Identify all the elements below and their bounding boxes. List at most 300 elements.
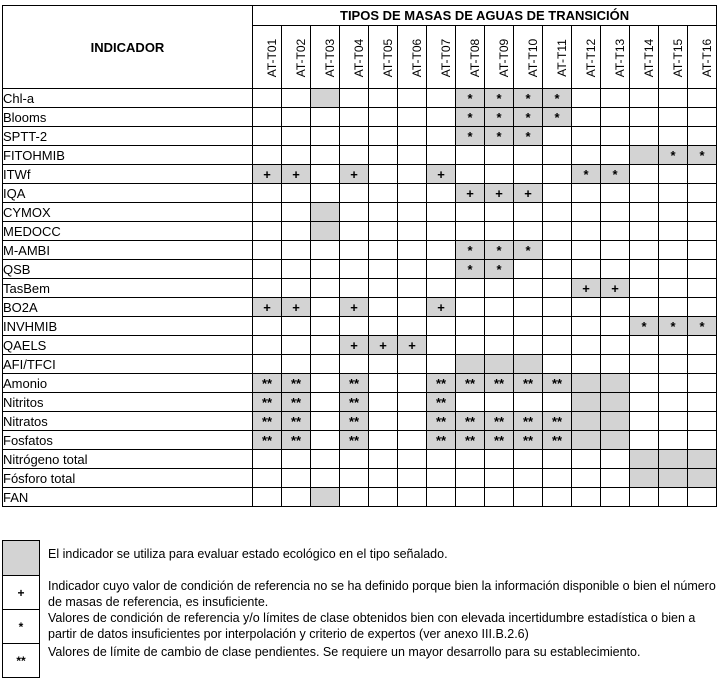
type-header-at-t16 xyxy=(688,26,717,89)
table-cell xyxy=(485,488,514,507)
table-cell xyxy=(311,260,340,279)
table-cell xyxy=(311,488,340,507)
table-cell xyxy=(427,89,456,108)
table-cell xyxy=(688,165,717,184)
table-cell xyxy=(572,393,601,412)
table-cell xyxy=(398,203,427,222)
table-cell xyxy=(659,260,688,279)
table-cell xyxy=(659,165,688,184)
table-cell: * xyxy=(456,241,485,260)
table-cell: ** xyxy=(456,431,485,450)
type-code-label: AT-T14 xyxy=(642,38,657,77)
table-cell xyxy=(253,184,282,203)
table-cell xyxy=(514,469,543,488)
table-cell xyxy=(398,165,427,184)
table-cell xyxy=(514,279,543,298)
table-cell xyxy=(572,222,601,241)
type-code-label: AT-T07 xyxy=(439,38,454,77)
table-cell xyxy=(572,89,601,108)
table-cell xyxy=(311,127,340,146)
table-cell xyxy=(543,127,572,146)
table-cell xyxy=(456,469,485,488)
types-group-header: TIPOS DE MASAS DE AGUAS DE TRANSICIÓN xyxy=(253,6,717,26)
table-cell xyxy=(688,412,717,431)
type-code-label: AT-T15 xyxy=(671,38,686,77)
type-header-at-t05 xyxy=(369,26,398,89)
table-cell xyxy=(514,203,543,222)
legend-item xyxy=(2,540,716,576)
type-header-at-t11 xyxy=(543,26,572,89)
legend-text: Valores de límite de cambio de clase pendientes. Se requiere un mayor desarrollo para su establecimiento. xyxy=(48,645,641,659)
type-code-label: AT-T01 xyxy=(265,38,280,77)
table-cell xyxy=(253,203,282,222)
table-cell: * xyxy=(543,108,572,127)
table-cell xyxy=(369,127,398,146)
table-cell xyxy=(485,222,514,241)
table-cell xyxy=(253,127,282,146)
table-cell xyxy=(282,203,311,222)
legend-symbol xyxy=(2,540,40,576)
table-cell xyxy=(369,108,398,127)
table-cell xyxy=(601,355,630,374)
table-cell xyxy=(543,260,572,279)
table-cell xyxy=(572,450,601,469)
table-cell xyxy=(369,222,398,241)
table-cell xyxy=(427,355,456,374)
type-header-at-t15 xyxy=(659,26,688,89)
table-cell xyxy=(659,108,688,127)
table-cell xyxy=(398,488,427,507)
table-cell xyxy=(340,317,369,336)
table-cell: * xyxy=(630,317,659,336)
type-header-at-t04 xyxy=(340,26,369,89)
indicator-name: INVHMIB xyxy=(3,317,253,336)
table-cell xyxy=(543,203,572,222)
table-row xyxy=(3,127,717,146)
table-cell xyxy=(427,222,456,241)
table-cell: ** xyxy=(485,412,514,431)
table-cell xyxy=(630,336,659,355)
table-cell xyxy=(282,108,311,127)
table-cell: + xyxy=(456,184,485,203)
table-cell: * xyxy=(456,108,485,127)
table-cell: + xyxy=(340,165,369,184)
indicator-table xyxy=(2,5,717,507)
table-row xyxy=(3,89,717,108)
table-cell xyxy=(688,203,717,222)
table-cell xyxy=(427,336,456,355)
table-row xyxy=(3,108,717,127)
table-cell xyxy=(659,393,688,412)
table-cell xyxy=(601,336,630,355)
table-cell: + xyxy=(601,279,630,298)
table-cell xyxy=(543,469,572,488)
table-cell: ** xyxy=(456,374,485,393)
table-cell xyxy=(485,165,514,184)
table-row xyxy=(3,374,717,393)
table-cell xyxy=(572,374,601,393)
type-code-label: AT-T10 xyxy=(526,38,541,77)
table-cell xyxy=(630,393,659,412)
table-cell: ** xyxy=(253,412,282,431)
indicator-name: Nitratos xyxy=(3,412,253,431)
table-cell xyxy=(485,279,514,298)
table-cell xyxy=(543,146,572,165)
table-cell xyxy=(369,355,398,374)
indicator-name: SPTT-2 xyxy=(3,127,253,146)
type-header-at-t09 xyxy=(485,26,514,89)
table-cell xyxy=(282,184,311,203)
type-header-at-t14 xyxy=(630,26,659,89)
table-cell: ** xyxy=(514,412,543,431)
table-cell xyxy=(369,317,398,336)
table-cell xyxy=(253,488,282,507)
type-header-at-t01 xyxy=(253,26,282,89)
table-cell: + xyxy=(572,279,601,298)
table-cell: ** xyxy=(340,393,369,412)
table-cell xyxy=(572,108,601,127)
table-cell: * xyxy=(485,260,514,279)
table-cell xyxy=(543,336,572,355)
table-cell xyxy=(601,374,630,393)
table-cell xyxy=(485,450,514,469)
table-cell xyxy=(572,260,601,279)
table-cell xyxy=(311,222,340,241)
table-cell xyxy=(398,184,427,203)
table-cell xyxy=(601,488,630,507)
table-cell xyxy=(601,317,630,336)
table-row xyxy=(3,146,717,165)
table-row xyxy=(3,298,717,317)
table-cell xyxy=(543,488,572,507)
table-cell xyxy=(311,298,340,317)
table-cell xyxy=(572,488,601,507)
table-cell xyxy=(601,431,630,450)
table-cell xyxy=(630,222,659,241)
table-cell xyxy=(601,469,630,488)
table-cell xyxy=(282,488,311,507)
table-cell xyxy=(369,184,398,203)
table-cell xyxy=(340,127,369,146)
table-cell xyxy=(369,469,398,488)
type-header-at-t13 xyxy=(601,26,630,89)
table-cell xyxy=(398,431,427,450)
table-cell xyxy=(427,469,456,488)
table-body xyxy=(3,89,717,507)
table-cell xyxy=(282,355,311,374)
table-cell xyxy=(253,146,282,165)
table-cell xyxy=(311,279,340,298)
table-cell xyxy=(369,260,398,279)
table-cell xyxy=(630,89,659,108)
table-cell: ** xyxy=(340,412,369,431)
table-cell xyxy=(253,336,282,355)
table-cell xyxy=(311,203,340,222)
table-cell: * xyxy=(485,89,514,108)
table-row xyxy=(3,431,717,450)
table-row xyxy=(3,241,717,260)
table-cell xyxy=(688,393,717,412)
table-cell xyxy=(253,469,282,488)
table-cell xyxy=(485,298,514,317)
table-cell xyxy=(427,241,456,260)
table-cell xyxy=(543,355,572,374)
table-cell: ** xyxy=(253,431,282,450)
table-row xyxy=(3,336,717,355)
table-cell xyxy=(630,412,659,431)
table-cell xyxy=(427,203,456,222)
table-cell: ** xyxy=(427,374,456,393)
indicator-name: Amonio xyxy=(3,374,253,393)
table-cell: ** xyxy=(282,374,311,393)
table-cell xyxy=(543,317,572,336)
table-cell: * xyxy=(659,146,688,165)
table-cell xyxy=(688,279,717,298)
table-cell xyxy=(311,355,340,374)
table-cell xyxy=(659,469,688,488)
table-cell xyxy=(688,222,717,241)
table-cell: ** xyxy=(282,393,311,412)
table-cell: * xyxy=(688,317,717,336)
indicator-name: Blooms xyxy=(3,108,253,127)
type-header-at-t12 xyxy=(572,26,601,89)
table-cell xyxy=(253,260,282,279)
table-cell xyxy=(659,222,688,241)
table-cell xyxy=(688,355,717,374)
table-cell: ** xyxy=(253,374,282,393)
table-cell: * xyxy=(659,317,688,336)
table-cell xyxy=(630,374,659,393)
table-cell xyxy=(456,393,485,412)
indicator-name: M-AMBI xyxy=(3,241,253,260)
table-cell xyxy=(311,374,340,393)
table-cell xyxy=(630,355,659,374)
table-cell xyxy=(340,488,369,507)
table-cell xyxy=(253,241,282,260)
table-cell xyxy=(369,374,398,393)
table-cell xyxy=(311,431,340,450)
table-cell xyxy=(688,108,717,127)
table-cell xyxy=(340,108,369,127)
table-cell: * xyxy=(514,127,543,146)
table-cell xyxy=(282,241,311,260)
table-cell xyxy=(688,127,717,146)
type-code-label: AT-T11 xyxy=(554,38,569,77)
table-cell xyxy=(311,165,340,184)
table-cell xyxy=(601,203,630,222)
table-cell xyxy=(514,165,543,184)
table-cell xyxy=(514,393,543,412)
table-cell xyxy=(688,374,717,393)
table-cell: * xyxy=(514,108,543,127)
table-cell xyxy=(427,317,456,336)
table-cell: * xyxy=(514,89,543,108)
indicator-name: FAN xyxy=(3,488,253,507)
table-cell xyxy=(514,298,543,317)
table-cell: ** xyxy=(456,412,485,431)
table-cell xyxy=(369,488,398,507)
table-cell xyxy=(282,222,311,241)
table-cell: ** xyxy=(514,431,543,450)
type-header-at-t08 xyxy=(456,26,485,89)
table-cell xyxy=(630,241,659,260)
legend-symbol: + xyxy=(2,576,40,610)
table-cell xyxy=(659,127,688,146)
table-cell xyxy=(456,298,485,317)
table-cell xyxy=(427,260,456,279)
table-cell: + xyxy=(427,298,456,317)
table-cell xyxy=(311,146,340,165)
table-cell xyxy=(282,146,311,165)
table-cell: * xyxy=(601,165,630,184)
table-cell xyxy=(543,241,572,260)
table-cell xyxy=(688,336,717,355)
table-cell xyxy=(456,279,485,298)
table-cell: ** xyxy=(485,431,514,450)
table-cell xyxy=(601,298,630,317)
table-cell: + xyxy=(253,298,282,317)
table-cell xyxy=(572,184,601,203)
table-cell: ** xyxy=(543,431,572,450)
table-cell xyxy=(543,165,572,184)
table-cell: + xyxy=(485,184,514,203)
table-cell xyxy=(311,469,340,488)
table-cell xyxy=(688,184,717,203)
table-cell xyxy=(398,260,427,279)
table-cell xyxy=(659,450,688,469)
table-cell xyxy=(369,241,398,260)
table-cell xyxy=(659,241,688,260)
table-cell xyxy=(311,89,340,108)
indicator-name: Chl-a xyxy=(3,89,253,108)
table-cell xyxy=(659,89,688,108)
table-cell: * xyxy=(456,89,485,108)
legend-text: El indicador se utiliza para evaluar estado ecológico en el tipo señalado. xyxy=(48,547,448,561)
table-cell xyxy=(572,469,601,488)
indicator-name: ITWf xyxy=(3,165,253,184)
table-cell xyxy=(427,146,456,165)
table-cell xyxy=(688,89,717,108)
table-cell xyxy=(311,336,340,355)
table-cell xyxy=(456,222,485,241)
table-cell xyxy=(427,108,456,127)
table-row xyxy=(3,260,717,279)
indicator-name: QAELS xyxy=(3,336,253,355)
indicator-name: Fosfatos xyxy=(3,431,253,450)
table-cell xyxy=(253,355,282,374)
table-cell: * xyxy=(485,127,514,146)
table-cell xyxy=(369,279,398,298)
table-cell xyxy=(311,450,340,469)
table-cell xyxy=(601,222,630,241)
table-cell xyxy=(601,260,630,279)
table-cell xyxy=(311,317,340,336)
table-cell xyxy=(688,488,717,507)
type-header-at-t07 xyxy=(427,26,456,89)
table-cell xyxy=(485,336,514,355)
table-cell xyxy=(369,146,398,165)
table-cell: + xyxy=(369,336,398,355)
table-cell xyxy=(456,317,485,336)
table-cell xyxy=(630,450,659,469)
table-cell xyxy=(688,450,717,469)
table-cell xyxy=(398,146,427,165)
table-cell xyxy=(688,241,717,260)
table-cell xyxy=(659,203,688,222)
table-cell xyxy=(427,450,456,469)
table-cell xyxy=(427,127,456,146)
table-cell xyxy=(456,165,485,184)
table-cell: ** xyxy=(253,393,282,412)
table-cell xyxy=(311,184,340,203)
table-cell: * xyxy=(572,165,601,184)
table-cell: * xyxy=(456,260,485,279)
table-cell xyxy=(456,146,485,165)
table-cell xyxy=(369,89,398,108)
indicator-name: TasBem xyxy=(3,279,253,298)
type-code-label: AT-T16 xyxy=(700,38,715,77)
table-cell xyxy=(282,279,311,298)
table-cell xyxy=(543,184,572,203)
indicator-name: Fósforo total xyxy=(3,469,253,488)
table-cell xyxy=(398,89,427,108)
table-cell: ** xyxy=(340,431,369,450)
table-cell xyxy=(601,450,630,469)
indicator-name: MEDOCC xyxy=(3,222,253,241)
table-cell xyxy=(398,298,427,317)
table-cell xyxy=(659,431,688,450)
table-cell: * xyxy=(485,108,514,127)
table-cell xyxy=(514,488,543,507)
table-cell xyxy=(340,89,369,108)
table-cell xyxy=(659,355,688,374)
table-cell xyxy=(572,241,601,260)
table-cell xyxy=(369,298,398,317)
table-cell xyxy=(630,184,659,203)
table-row xyxy=(3,393,717,412)
table-cell xyxy=(369,203,398,222)
table-cell xyxy=(427,279,456,298)
table-cell xyxy=(398,355,427,374)
table-cell xyxy=(253,222,282,241)
legend-text: Indicador cuyo valor de condición de referencia no se ha definido porque bien la información disponible o bien el número de masas de referencia, es insuficiente. xyxy=(48,579,716,609)
table-cell xyxy=(688,260,717,279)
table-cell: * xyxy=(456,127,485,146)
table-cell xyxy=(485,317,514,336)
table-cell: ** xyxy=(427,393,456,412)
table-cell xyxy=(514,336,543,355)
table-cell xyxy=(630,298,659,317)
table-cell xyxy=(282,260,311,279)
table-cell xyxy=(369,431,398,450)
table-cell xyxy=(688,431,717,450)
type-code-label: AT-T05 xyxy=(381,38,396,77)
table-cell xyxy=(601,184,630,203)
table-cell xyxy=(601,241,630,260)
table-cell xyxy=(340,260,369,279)
table-cell xyxy=(572,146,601,165)
table-cell: ** xyxy=(427,412,456,431)
table-row xyxy=(3,412,717,431)
table-row xyxy=(3,355,717,374)
table-cell xyxy=(630,203,659,222)
table-cell xyxy=(340,355,369,374)
table-cell xyxy=(282,469,311,488)
table-cell xyxy=(572,127,601,146)
table-cell xyxy=(398,279,427,298)
table-cell xyxy=(398,450,427,469)
table-cell xyxy=(601,412,630,431)
